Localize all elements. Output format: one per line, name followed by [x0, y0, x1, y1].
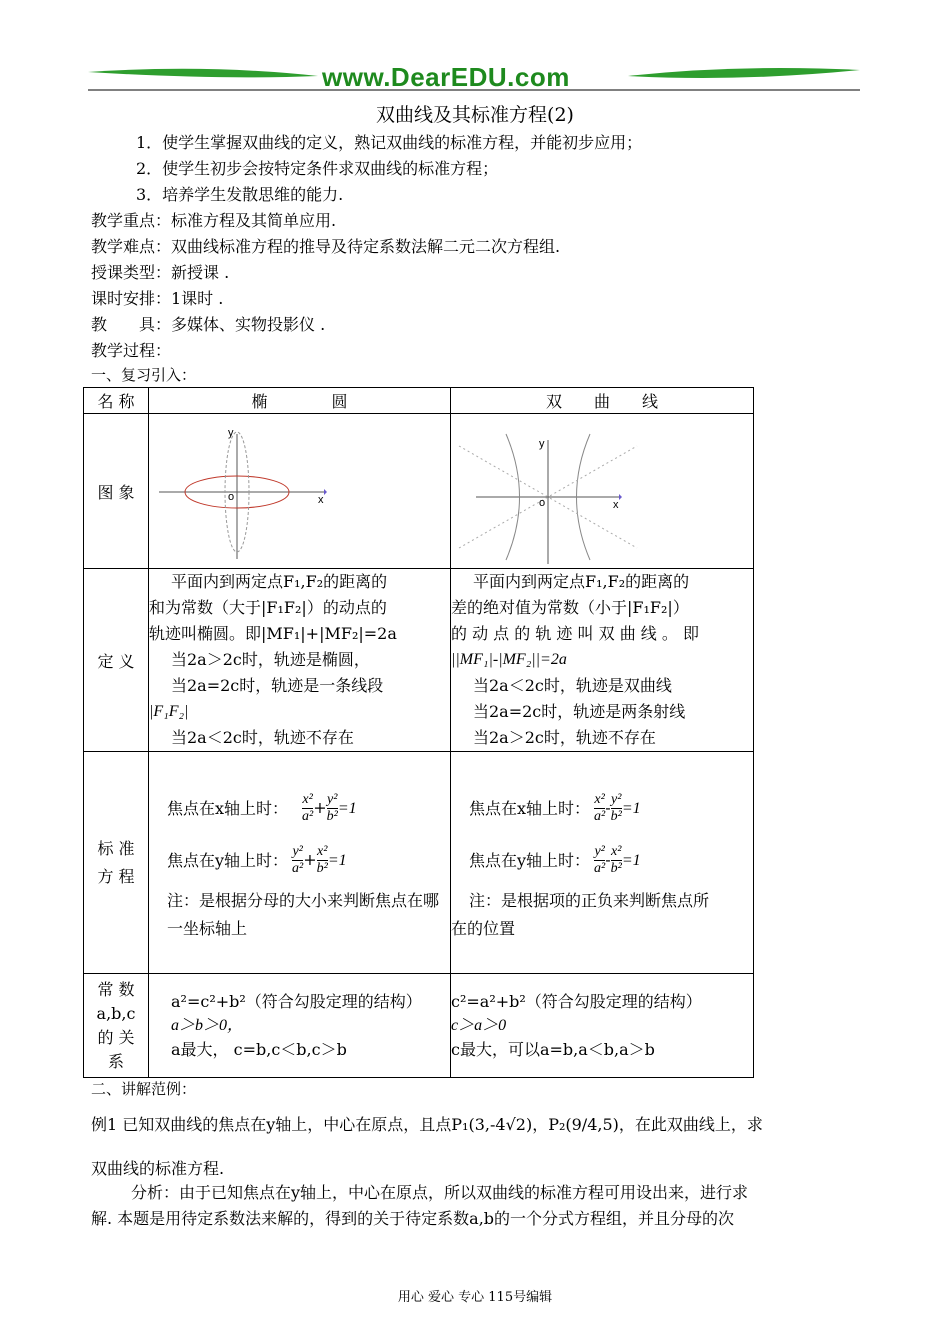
ellipse-standard-equation [149, 752, 451, 974]
objective-1: 1．使学生掌握双曲线的定义，熟记双曲线的标准方程，并能初步应用； [136, 133, 643, 152]
hyperbola-rel-line: c²=a²+b²（符合勾股定理的结构） [451, 991, 702, 1011]
ellipse-def-line: 轨迹叫椭圆。即|MF₁|+|MF₂|=2a [149, 624, 397, 643]
header-ellipse: 椭 圆 [149, 388, 451, 414]
ellipse-origin-label: o [228, 491, 235, 503]
hyperbola-def-line: ||MF₁|-|MF₂||=2a [451, 651, 567, 668]
hyperbola-y-label: y [539, 438, 545, 450]
hyperbola-x-equation: $\frac{\text{x²}}{\text{a²}}$ - $\frac{\text{y²}}{\text{b²}}$ =1 [594, 792, 641, 824]
example-1-line1: 例1 已知双曲线的焦点在y轴上，中心在原点，且点P₁(3,-4√2)，P₂(9/4,5)，在此双曲线上，求 [91, 1115, 763, 1134]
header-hyperbola: 双 曲 线 [451, 388, 754, 414]
hyperbola-definition [451, 569, 754, 752]
page-title: 双曲线及其标准方程(2) [376, 104, 574, 126]
analysis-line2: 解. 本题是用待定系数法来解的，得到的关于待定系数a,b的一个分式方程组，并且分母的次 [91, 1209, 735, 1228]
lesson-type: 授课类型：新授课 . [91, 263, 230, 282]
ellipse-x-equation: $\frac{\text{x²}}{\text{a²}}$ + $\frac{\text{y²}}{\text{b²}}$ =1 [302, 792, 357, 824]
ellipse-graph-cell [149, 414, 451, 569]
comparison-table [83, 387, 754, 1078]
row-label-standard: 标 准 方 程 [84, 752, 149, 974]
ellipse-graph [149, 414, 451, 564]
example-1-line2: 双曲线的标准方程. [91, 1159, 225, 1178]
hyperbola-constants [451, 974, 754, 1078]
ellipse-def-line: 平面内到两定点F₁,F₂的距离的 [171, 572, 388, 591]
hyperbola-graph [451, 414, 754, 564]
objective-3: 3．培养学生发散思维的能力. [136, 185, 344, 204]
ellipse-def-line: 当2a=2c时，轨迹是一条线段 [171, 676, 384, 695]
ellipse-def-line: 当2a＜2c时，轨迹不存在 [171, 728, 354, 747]
teaching-aids: 教 具：多媒体、实物投影仪 . [91, 315, 326, 334]
hyperbola-def-line: 当2a=2c时，轨迹是两条射线 [473, 702, 686, 721]
teaching-difficulty: 教学难点：双曲线标准方程的推导及待定系数法解二元二次方程组. [91, 237, 561, 256]
ellipse-constants [149, 974, 451, 1078]
row-label-graph: 图 象 [84, 414, 149, 569]
hyperbola-x-label: x [613, 499, 619, 511]
section-examples: 二、讲解范例： [91, 1080, 197, 1098]
teaching-process: 教学过程： [91, 341, 172, 360]
objective-2: 2．使学生初步会按特定条件求双曲线的标准方程； [136, 159, 499, 178]
hyperbola-graph-cell [451, 414, 754, 569]
ellipse-def-line: |F₁F₂| [149, 703, 189, 720]
ellipse-definition [149, 569, 451, 752]
row-label-constants: 常 数 a,b,c 的 关 系 [84, 974, 149, 1078]
ellipse-x-label: x [318, 494, 324, 506]
row-label-definition: 定 义 [84, 569, 149, 752]
section-review: 一、复习引入： [91, 366, 197, 384]
ellipse-rel-line: a最大， c=b,c＜b,c＞b [171, 1039, 347, 1059]
ellipse-y-equation: $\frac{\text{y²}}{\text{a²}}$ + $\frac{\text{x²}}{\text{b²}}$ =1 [292, 844, 347, 876]
page-footer: 用心 爱心 专心 115号编辑 [397, 1290, 553, 1305]
teaching-focus: 教学重点：标准方程及其简单应用. [91, 211, 337, 230]
ellipse-rel-line: a²=c²+b²（符合勾股定理的结构） [171, 991, 422, 1011]
header-name: 名 称 [84, 388, 149, 414]
lesson-hours: 课时安排：1课时 . [91, 289, 224, 308]
hyperbola-standard-equation [451, 752, 754, 974]
hyperbola-def-line: 当2a＞2c时，轨迹不存在 [473, 728, 656, 747]
hyperbola-y-focus-label: 焦点在y轴上时： [469, 850, 591, 870]
hyperbola-x-focus-label: 焦点在x轴上时： [469, 798, 591, 818]
hyperbola-std-note: 注：是根据项的正负来判断焦点所 [469, 890, 710, 910]
ellipse-y-focus-label: 焦点在y轴上时： [167, 850, 289, 870]
hyperbola-rel-line: c＞a＞0 [451, 1016, 507, 1034]
ellipse-std-note: 注：是根据分母的大小来判断焦点在哪一坐标轴上 [167, 890, 440, 938]
hyperbola-def-line: 差的绝对值为常数（小于|F₁F₂|） [451, 598, 689, 617]
ellipse-def-line: 和为常数（大于|F₁F₂|）的动点的 [149, 598, 387, 617]
hyperbola-origin-label: o [539, 497, 546, 509]
ellipse-def-line: 当2a＞2c时，轨迹是椭圆， [171, 650, 370, 669]
hyperbola-def-line: 平面内到两定点F₁,F₂的距离的 [473, 572, 690, 591]
hyperbola-def-line: 当2a＜2c时，轨迹是双曲线 [473, 676, 672, 695]
hyperbola-rel-line: c最大，可以a=b,a＜b,a＞b [451, 1039, 655, 1059]
ellipse-x-focus-label: 焦点在x轴上时： [167, 798, 289, 818]
ellipse-y-label: y [228, 427, 234, 439]
hyperbola-std-note-cont: 在的位置 [451, 918, 516, 938]
hyperbola-y-equation: $\frac{\text{y²}}{\text{a²}}$ - $\frac{\text{x²}}{\text{b²}}$ =1 [594, 844, 641, 876]
site-logo-text: www.DearEDU.com [322, 62, 570, 92]
hyperbola-def-line: 的 动 点 的 轨 迹 叫 双 曲 线 。 即 [451, 624, 699, 643]
ellipse-rel-line: a＞b＞0， [171, 1016, 244, 1034]
analysis-line1: 分析：由于已知焦点在y轴上，中心在原点，所以双曲线的标准方程可用设出来，进行求 [131, 1183, 749, 1202]
